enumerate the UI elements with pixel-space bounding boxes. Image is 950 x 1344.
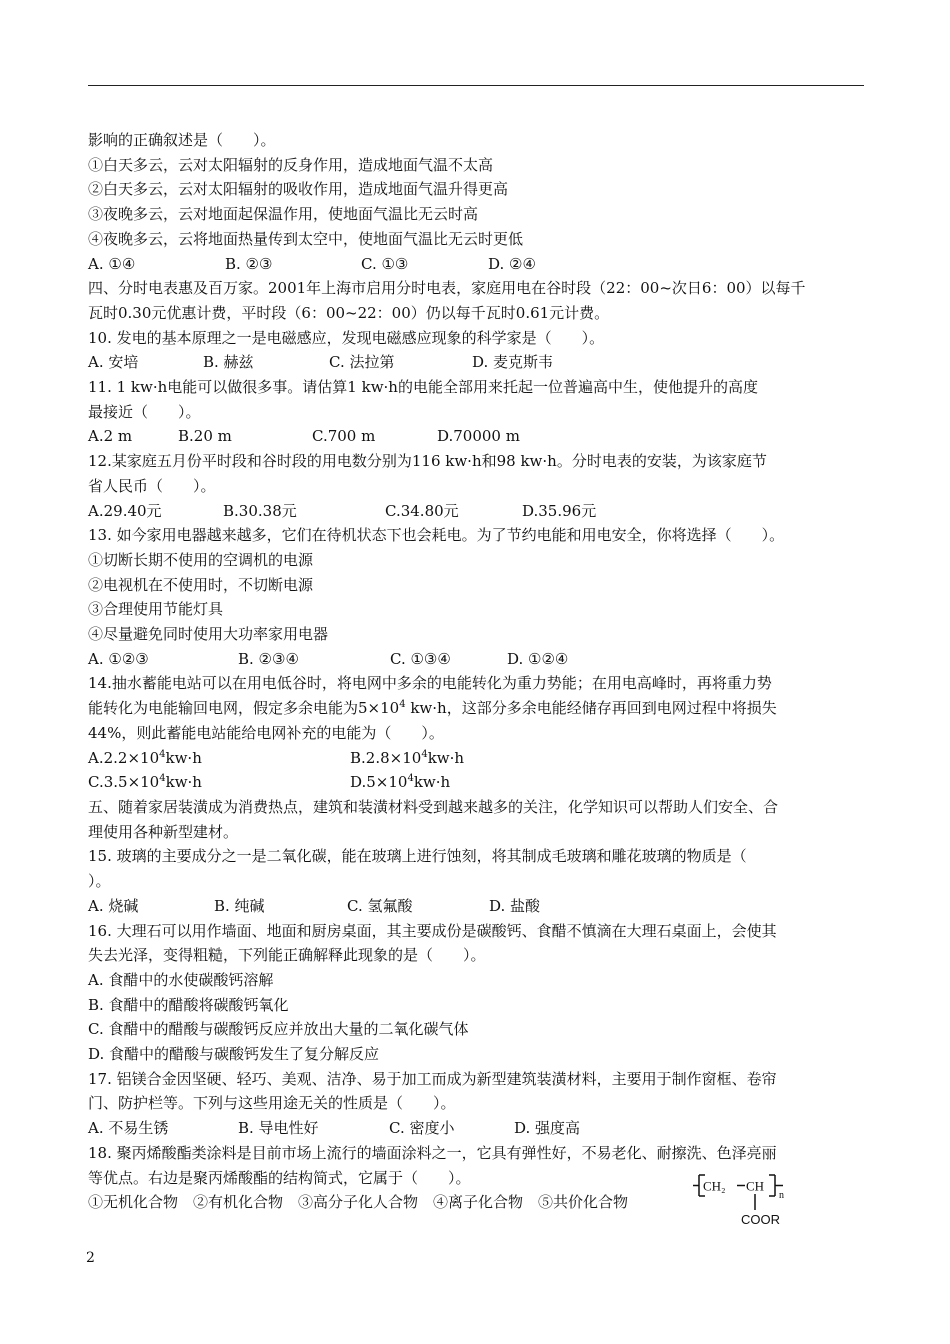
polyacrylate-formula: [693, 1170, 803, 1230]
choice-c: C. ①③④: [390, 649, 451, 668]
choice-d: D. 强度高: [514, 1119, 581, 1138]
option-line: ④尽量避免同时使用大功率家用电器: [88, 625, 329, 644]
option-line: ③合理使用节能灯具: [88, 600, 224, 619]
question-stem: 影响的正确叙述是（ ）。: [88, 131, 276, 149]
formula-ch2: CH₂: [703, 1178, 726, 1194]
formula-coor: COOR: [741, 1212, 780, 1227]
text-fragment: 能转化为电能输回电网，假定多余电能为5×10: [88, 699, 400, 718]
option-line: ④夜晚多云，云将地面热量传到太空中，使地面气温比无云时更低: [88, 229, 524, 248]
answer-choices: [88, 894, 868, 919]
choice-b: B. 导电性好: [238, 1119, 319, 1138]
section-text: 理使用各种新型建材。: [88, 822, 239, 841]
header-rule: [88, 85, 864, 86]
question-11: 11. 1 kw·h电能可以做很多事。请估算1 kw·h的电能全部用来托起一位普遍高中生，使他提升的高度: [88, 378, 758, 397]
option-line: ①切断长期不使用的空调机的电源: [88, 550, 314, 569]
choice-b: B.30.38元: [223, 501, 297, 520]
answer-choices: [88, 770, 868, 795]
choice-a: $A.2.2\times 10^4kw\cdot h$: [88, 748, 202, 767]
choice-a: A. ①②③: [88, 649, 149, 668]
answer-choices: [88, 424, 868, 449]
question-10: 10. 发电的基本原理之一是电磁感应，发现电磁感应现象的科学家是（ ）。: [88, 328, 605, 347]
choice-c: C. ①③: [361, 254, 409, 273]
question-16: 16. 大理石可以用作墙面、地面和厨房桌面，其主要成份是碳酸钙、食醋不慎滴在大理石桌面上，会使其: [88, 921, 777, 940]
option-line: ①白天多云，云对太阳辐射的反身作用，造成地面气温不太高: [88, 155, 494, 174]
section-heading: 四、分时电表惠及百万家。2001年上海市启用分时电表，家庭用电在谷时段（22：00~次日6：00）以每千: [88, 279, 806, 298]
option-line: ①无机化合物 ②有机化合物 ③高分子化人合物 ④离子化合物 ⑤共价化合物: [88, 1193, 629, 1212]
question-15-cont: ）。: [88, 872, 111, 891]
answer-choices: [88, 1116, 868, 1141]
choice-c: C.34.80元: [385, 501, 459, 520]
section-text: 瓦时0.30元优惠计费，平时段（6：00~22：00）仍以每千瓦时0.61元计费。: [88, 303, 610, 322]
question-18: 18. 聚丙烯酸酯类涂料是目前市场上流行的墙面涂料之一，它具有弹性好，不易老化、耐擦洗、色泽亮丽: [88, 1143, 777, 1162]
choice-c: C. 氢氟酸: [347, 896, 413, 915]
choice-a: A. ①④: [88, 254, 136, 273]
option-line: A. 食醋中的水使碳酸钙溶解: [88, 970, 274, 989]
choice-a: A.2 m: [88, 427, 133, 446]
option-line: ②电视机在不使用时，不切断电源: [88, 575, 314, 594]
choice-a: A. 不易生锈: [88, 1119, 169, 1138]
answer-choices: [88, 350, 868, 375]
choice-d: D.70000 m: [437, 427, 520, 446]
question-17: 17. 铝镁合金因坚硬、轻巧、美观、洁净、易于加工而成为新型建筑装潢材料，主要用于制作窗框、卷帘: [88, 1069, 777, 1088]
choice-b: B. ②③④: [238, 649, 299, 668]
option-line: ③夜晚多云，云对地面起保温作用，使地面气温比无云时高: [88, 205, 479, 224]
answer-choices: [88, 252, 868, 277]
choice-d: D. ②④: [488, 254, 536, 273]
formula-ch: CH: [746, 1178, 765, 1194]
choice-d: D. 麦克斯韦: [472, 353, 554, 372]
choice-d: D.35.96元: [522, 501, 597, 520]
question-14-cont: 44%，则此蓄能电站能给电网补充的电能为（ ）。: [88, 723, 444, 742]
choice-b: B. 赫兹: [203, 353, 254, 372]
page-number: 2: [86, 1250, 95, 1266]
option-line: ②白天多云，云对太阳辐射的吸收作用，造成地面气温升得更高: [88, 180, 509, 199]
choice-b: $B.2.8\times 10^4kw\cdot h$: [350, 748, 465, 767]
section-heading: 五、随着家居装潢成为消费热点，建筑和装潢材料受到越来越多的关注，化学知识可以帮助人们安全、合: [88, 797, 779, 816]
text-fragment: kw·h，这部分多余电能经储存再回到电网过程中将损失: [405, 699, 777, 718]
option-line: D. 食醋中的醋酸与碳酸钙发生了复分解反应: [88, 1045, 380, 1064]
question-17-cont: 门、防护栏等。下列与这些用途无关的性质是（ ）。: [88, 1094, 456, 1113]
choice-a: A.29.40元: [88, 501, 162, 520]
choice-b: B. ②③: [225, 254, 273, 273]
answer-choices: [88, 647, 868, 672]
answer-choices: [88, 746, 868, 771]
option-line: C. 食醋中的醋酸与碳酸钙反应并放出大量的二氧化碳气体: [88, 1020, 469, 1039]
question-14-cont: [88, 696, 868, 721]
exponent: 4: [399, 699, 406, 711]
question-13: 13. 如今家用电器越来越多，它们在待机状态下也会耗电。为了节约电能和用电安全，你将选择（ ）。: [88, 526, 785, 545]
question-11-cont: 最接近（ ）。: [88, 402, 201, 421]
page-content: [88, 128, 868, 1215]
choice-d: D. 盐酸: [489, 896, 541, 915]
choice-c: C. 密度小: [389, 1119, 455, 1138]
choice-b: B.20 m: [178, 427, 232, 446]
question-14: 14.抽水蓄能电站可以在用电低谷时，将电网中多余的电能转化为重力势能；在用电高峰时，再将重力势: [88, 674, 772, 693]
question-16-cont: 失去光泽，变得粗糙，下列能正确解释此现象的是（ ）。: [88, 946, 486, 965]
answer-choices: [88, 499, 868, 524]
choice-c: C.700 m: [312, 427, 376, 446]
formula-n: n: [779, 1190, 784, 1201]
choice-c: C. 法拉第: [329, 353, 395, 372]
question-18-cont: 等优点。右边是聚丙烯酸酯的结构简式，它属于（ ）。: [88, 1168, 471, 1187]
question-15: 15. 玻璃的主要成分之一是二氧化碳，能在玻璃上进行蚀刻，将其制成毛玻璃和雕花玻璃的物质是（: [88, 847, 747, 866]
choice-c: $C.3.5\times 10^4kw\cdot h$: [88, 773, 202, 792]
question-12-cont: 省人民币（ ）。: [88, 476, 216, 495]
choice-a: A. 烧碱: [88, 896, 139, 915]
choice-a: A. 安培: [88, 353, 139, 372]
choice-b: B. 纯碱: [214, 896, 265, 915]
question-12: 12.某家庭五月份平时段和谷时段的用电数分别为116 kw·h和98 kw·h。分时电表的安装，为该家庭节: [88, 452, 767, 471]
choice-d: D. ①②④: [507, 649, 569, 668]
choice-d: $D.5\times 10^4kw\cdot h$: [350, 773, 451, 792]
option-line: B. 食醋中的醋酸将碳酸钙氧化: [88, 995, 289, 1014]
